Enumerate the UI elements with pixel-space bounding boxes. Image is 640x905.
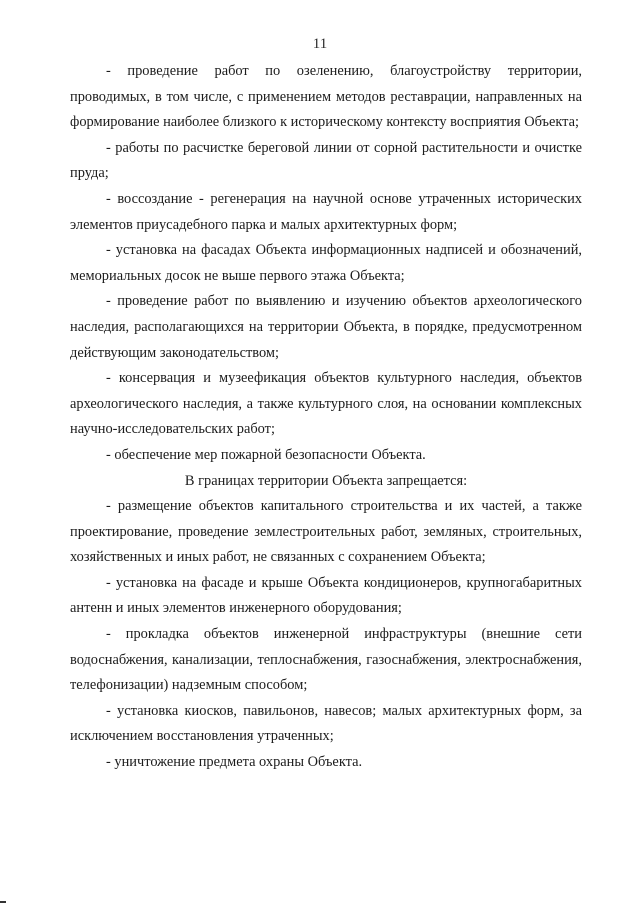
document-body [70,59,582,776]
section-heading-prohibited: В границах территории Объекта запрещается: [184,472,468,489]
list-item-archaeological-survey: - проведение работ по выявлению и изучению объектов археологического наследия, располагающихся на территории Объекта, в порядке, предусмотренном действующим законодательством; [70,293,582,361]
list-item-equipment-installation: - установка на фасаде и крыше Объекта кондиционеров, крупногабаритных антенн и иных элементов инженерного оборудования; [70,574,582,617]
list-item-greening-works: - проведение работ по озеленению, благоустройству территории, проводимых, в том числе, с применением методов реставрации, направленных на формирование наиболее близкого к историческому контексту восприятия Объекта; [70,63,582,131]
list-item-utility-laying: - прокладка объектов инженерной инфраструктуры (внешние сети водоснабжения, канализации, теплоснабжения, газоснабжения, электроснабжения, телефонизации) надземным способом; [70,626,582,694]
list-item-facade-signage: - установка на фасадах Объекта информационных надписей и обозначений, мемориальных досок не выше первого этажа Объекта; [70,242,582,284]
page-number: 11 [312,36,328,52]
scan-edge-mark [0,901,6,903]
list-item-shoreline-cleanup: - работы по расчистке береговой линии от сорной растительности и очистке пруда; [70,139,582,182]
list-item-protection-destruction: - уничтожение предмета охраны Объекта. [106,754,363,771]
list-item-conservation-museumification: - консервация и музеефикация объектов культурного наследия, объектов археологического наследия, а также культурного слоя, на основании комплексных научно-исследовательских работ; [70,370,582,438]
list-item-capital-construction: - размещение объектов капитального строительства и их частей, а также проектирование, проведение землестроительных работ, земляных, строительных, хозяйственных и иных работ, не связанных с сохранением Объекта; [70,498,582,566]
list-item-fire-safety: - обеспечение мер пожарной безопасности Объекта. [106,446,426,463]
list-item-kiosk-installation: - установка киосков, павильонов, навесов; малых архитектурных форм, за исключением восстановления утраченных; [70,702,582,745]
list-item-park-regeneration: - воссоздание - регенерация на научной основе утраченных исторических элементов приусадебного парка и малых архитектурных форм; [70,190,582,233]
